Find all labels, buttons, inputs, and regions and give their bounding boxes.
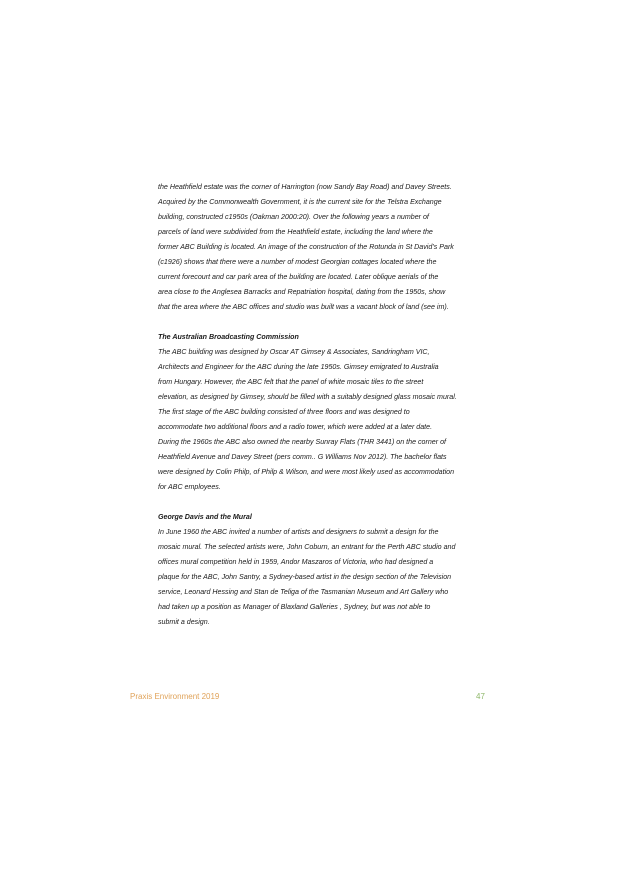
- body-line: plaque for the ABC, John Santry, a Sydney-based artist in the design section of the Television: [158, 573, 452, 581]
- body-line: building, constructed c1950s (Oakman 2000:20). Over the following years a number of: [158, 213, 429, 221]
- body-line: The ABC building was designed by Oscar AT Gimsey & Associates, Sandringham VIC,: [158, 348, 430, 356]
- body-line: the Heathfield estate was the corner of Harrington (now Sandy Bay Road) and Davey Streets.: [158, 183, 452, 191]
- body-line: accommodate two additional floors and a radio tower, which were added at a later date.: [158, 423, 433, 431]
- body-line: former ABC Building is located. An image of the construction of the Rotunda in St David’s Park: [158, 243, 454, 251]
- body-line: parcels of land were subdivided from the Heathfield estate, including the land where the: [158, 228, 433, 236]
- section-heading-abc: The Australian Broadcasting Commission: [158, 333, 299, 341]
- section-heading-george-davis: George Davis and the Mural: [158, 513, 252, 521]
- body-line: (c1926) shows that there were a number of modest Georgian cottages located where the: [158, 258, 437, 266]
- body-line: offices mural competition held in 1959, Andor Maszaros of Victoria, who had designed a: [158, 558, 434, 566]
- body-line: current forecourt and car park area of the building are located. Later oblique aerials of the: [158, 273, 439, 281]
- document-body: [158, 180, 468, 630]
- body-line: Architects and Engineer for the ABC during the late 1950s. Gimsey emigrated to Australia: [158, 363, 439, 371]
- body-line: In June 1960 the ABC invited a number of artists and designers to submit a design for the: [158, 528, 439, 536]
- body-line: area close to the Anglesea Barracks and Repatriation hospital, dating from the 1950s, show: [158, 288, 446, 296]
- body-line: were designed by Colin Philp, of Philp & Wilson, and were most likely used as accommodation: [158, 468, 455, 476]
- body-line: submit a design.: [158, 618, 210, 626]
- george-davis-paragraph: [158, 525, 468, 630]
- footer-publisher: Praxis Environment 2019: [130, 692, 220, 701]
- abc-paragraph: [158, 345, 468, 495]
- body-line: had taken up a position as Manager of Blaxland Galleries , Sydney, but was not able to: [158, 603, 431, 611]
- body-line: During the 1960s the ABC also owned the nearby Sunray Flats (THR 3441) on the corner of: [158, 438, 446, 446]
- body-line: from Hungary. However, the ABC felt that the panel of white mosaic tiles to the street: [158, 378, 424, 386]
- page-number: 47: [476, 692, 485, 701]
- body-line: service, Leonard Hessing and Stan de Teliga of the Tasmanian Museum and Art Gallery who: [158, 588, 449, 596]
- body-line: that the area where the ABC offices and studio was built was a vacant block of land (see im).: [158, 303, 449, 311]
- paragraph-spacer: [158, 315, 468, 330]
- intro-paragraph: [158, 180, 468, 315]
- body-line: Heathfield Avenue and Davey Street (pers comm.. G Williams Nov 2012). The bachelor flats: [158, 453, 447, 461]
- body-line: The first stage of the ABC building consisted of three floors and was designed to: [158, 408, 410, 416]
- body-line: mosaic mural. The selected artists were, John Coburn, an entrant for the Perth ABC studio and: [158, 543, 456, 551]
- paragraph-spacer: [158, 495, 468, 510]
- body-line: Acquired by the Commonwealth Government, it is the current site for the Telstra Exchange: [158, 198, 442, 206]
- body-line: for ABC employees.: [158, 483, 221, 491]
- body-line: elevation, as designed by Gimsey, should be filled with a suitably designed glass mosaic mural.: [158, 393, 457, 401]
